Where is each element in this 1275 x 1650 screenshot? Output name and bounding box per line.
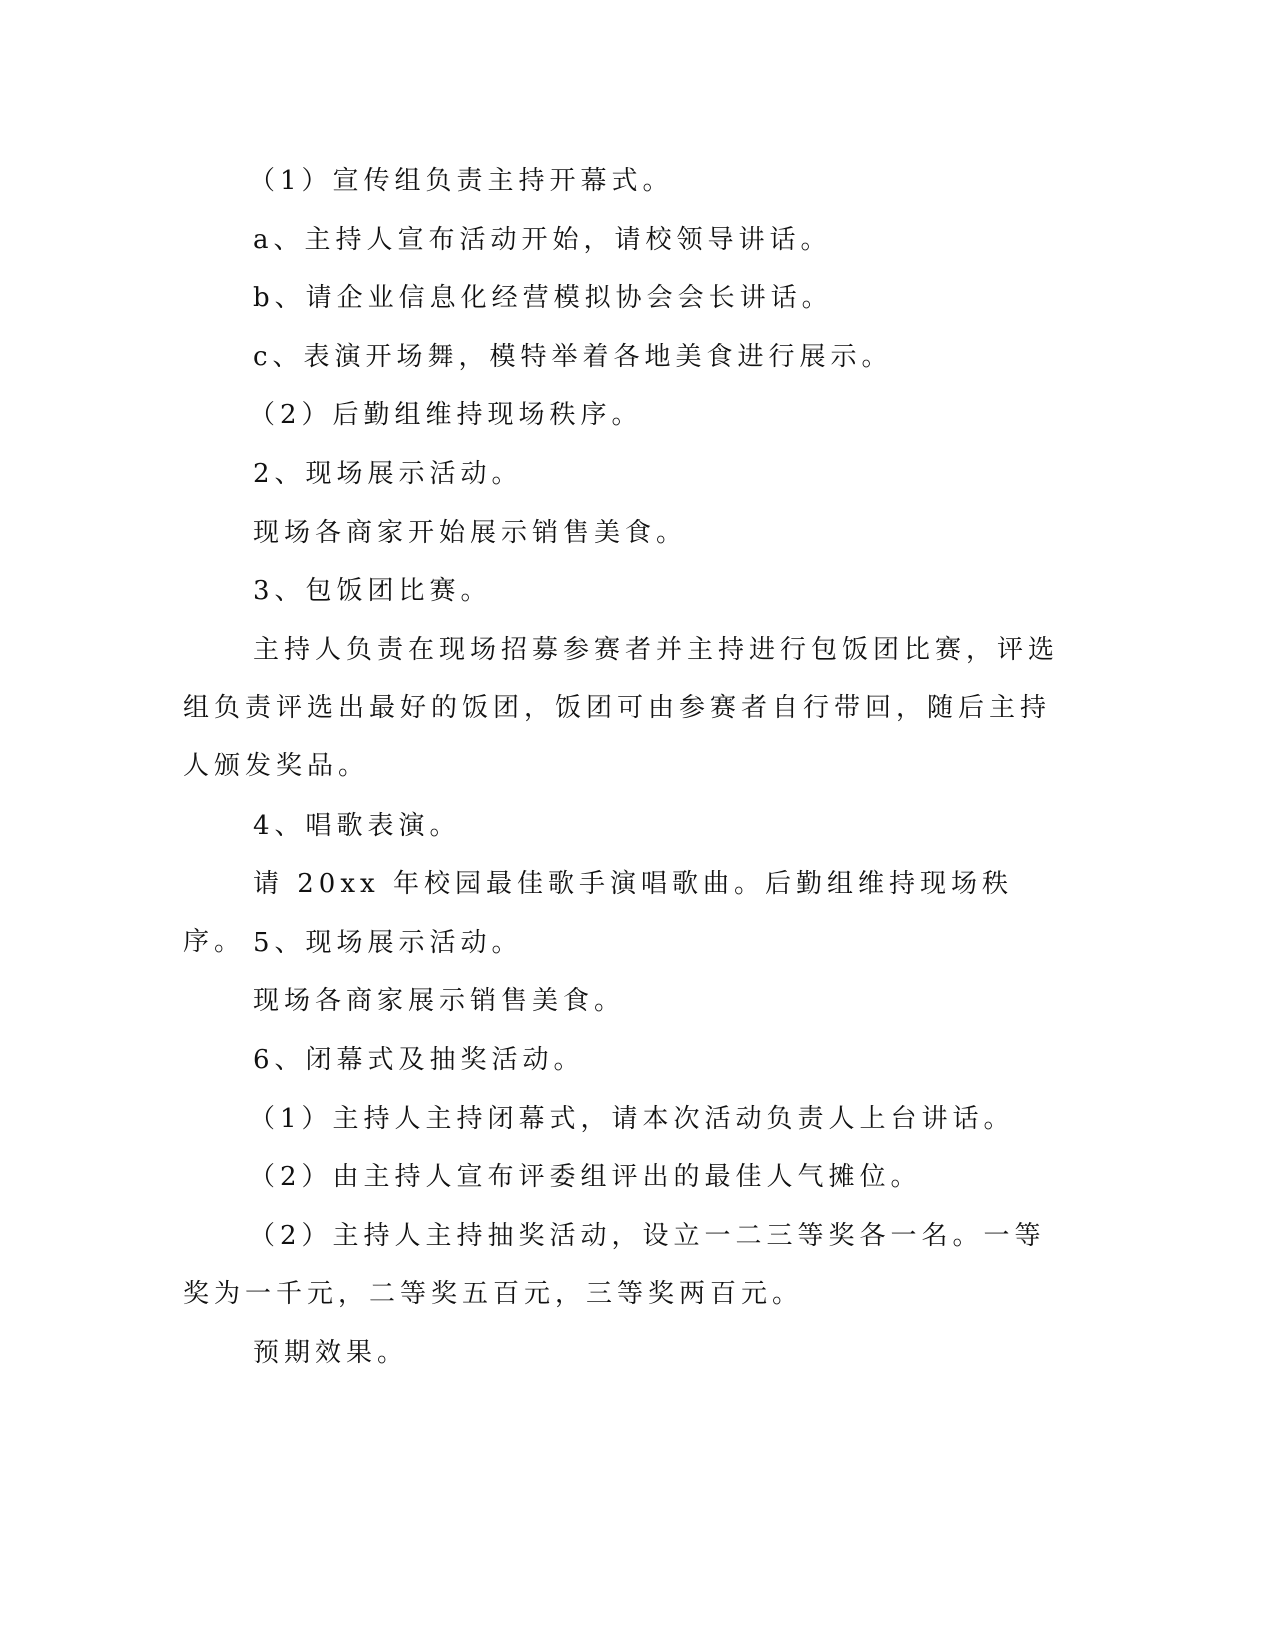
section-heading-3: 3、包饭团比赛。 (253, 576, 492, 606)
paragraph-closing-ceremony: （1）主持人主持闭幕式，请本次活动负责人上台讲话。 (249, 1104, 1015, 1134)
paragraph-singer: 请 20xx 年校园最佳歌手演唱歌曲。后勤组维持现场秩序。 (183, 869, 1013, 957)
paragraph-vendors-show: 现场各商家展示销售美食。 (253, 986, 626, 1016)
paragraph-riceball-contest: 主持人负责在现场招募参赛者并主持进行包饭团比赛，评选组负责评选出最好的饭团，饭团可由参赛者自行带回，随后主持人颁发奖品。 (183, 635, 1060, 781)
section-heading-2: 2、现场展示活动。 (253, 459, 523, 489)
paragraph-expected-effect: 预期效果。 (253, 1338, 409, 1368)
section-heading-4: 4、唱歌表演。 (253, 811, 461, 841)
paragraph-vendors-start: 现场各商家开始展示销售美食。 (253, 518, 688, 548)
paragraph-item-b: b、请企业信息化经营模拟协会会长讲话。 (253, 283, 833, 313)
section-heading-6: 6、闭幕式及抽奖活动。 (253, 1045, 585, 1075)
paragraph-item-a: a、主持人宣布活动开始，请校领导讲话。 (253, 225, 832, 255)
section-heading-5: 5、现场展示活动。 (253, 928, 523, 958)
paragraph-item-c: c、表演开场舞，模特举着各地美食进行展示。 (253, 342, 893, 372)
paragraph-opening-publicity: （1）宣传组负责主持开幕式。 (249, 166, 674, 196)
paragraph-logistics-order: （2）后勤组维持现场秩序。 (249, 400, 643, 430)
paragraph-lottery: （2）主持人主持抽奖活动，设立一二三等奖各一名。一等奖为一千元，二等奖五百元，三等奖两百元。 (183, 1221, 1046, 1309)
paragraph-popular-booth: （2）由主持人宣布评委组评出的最佳人气摊位。 (249, 1162, 922, 1192)
